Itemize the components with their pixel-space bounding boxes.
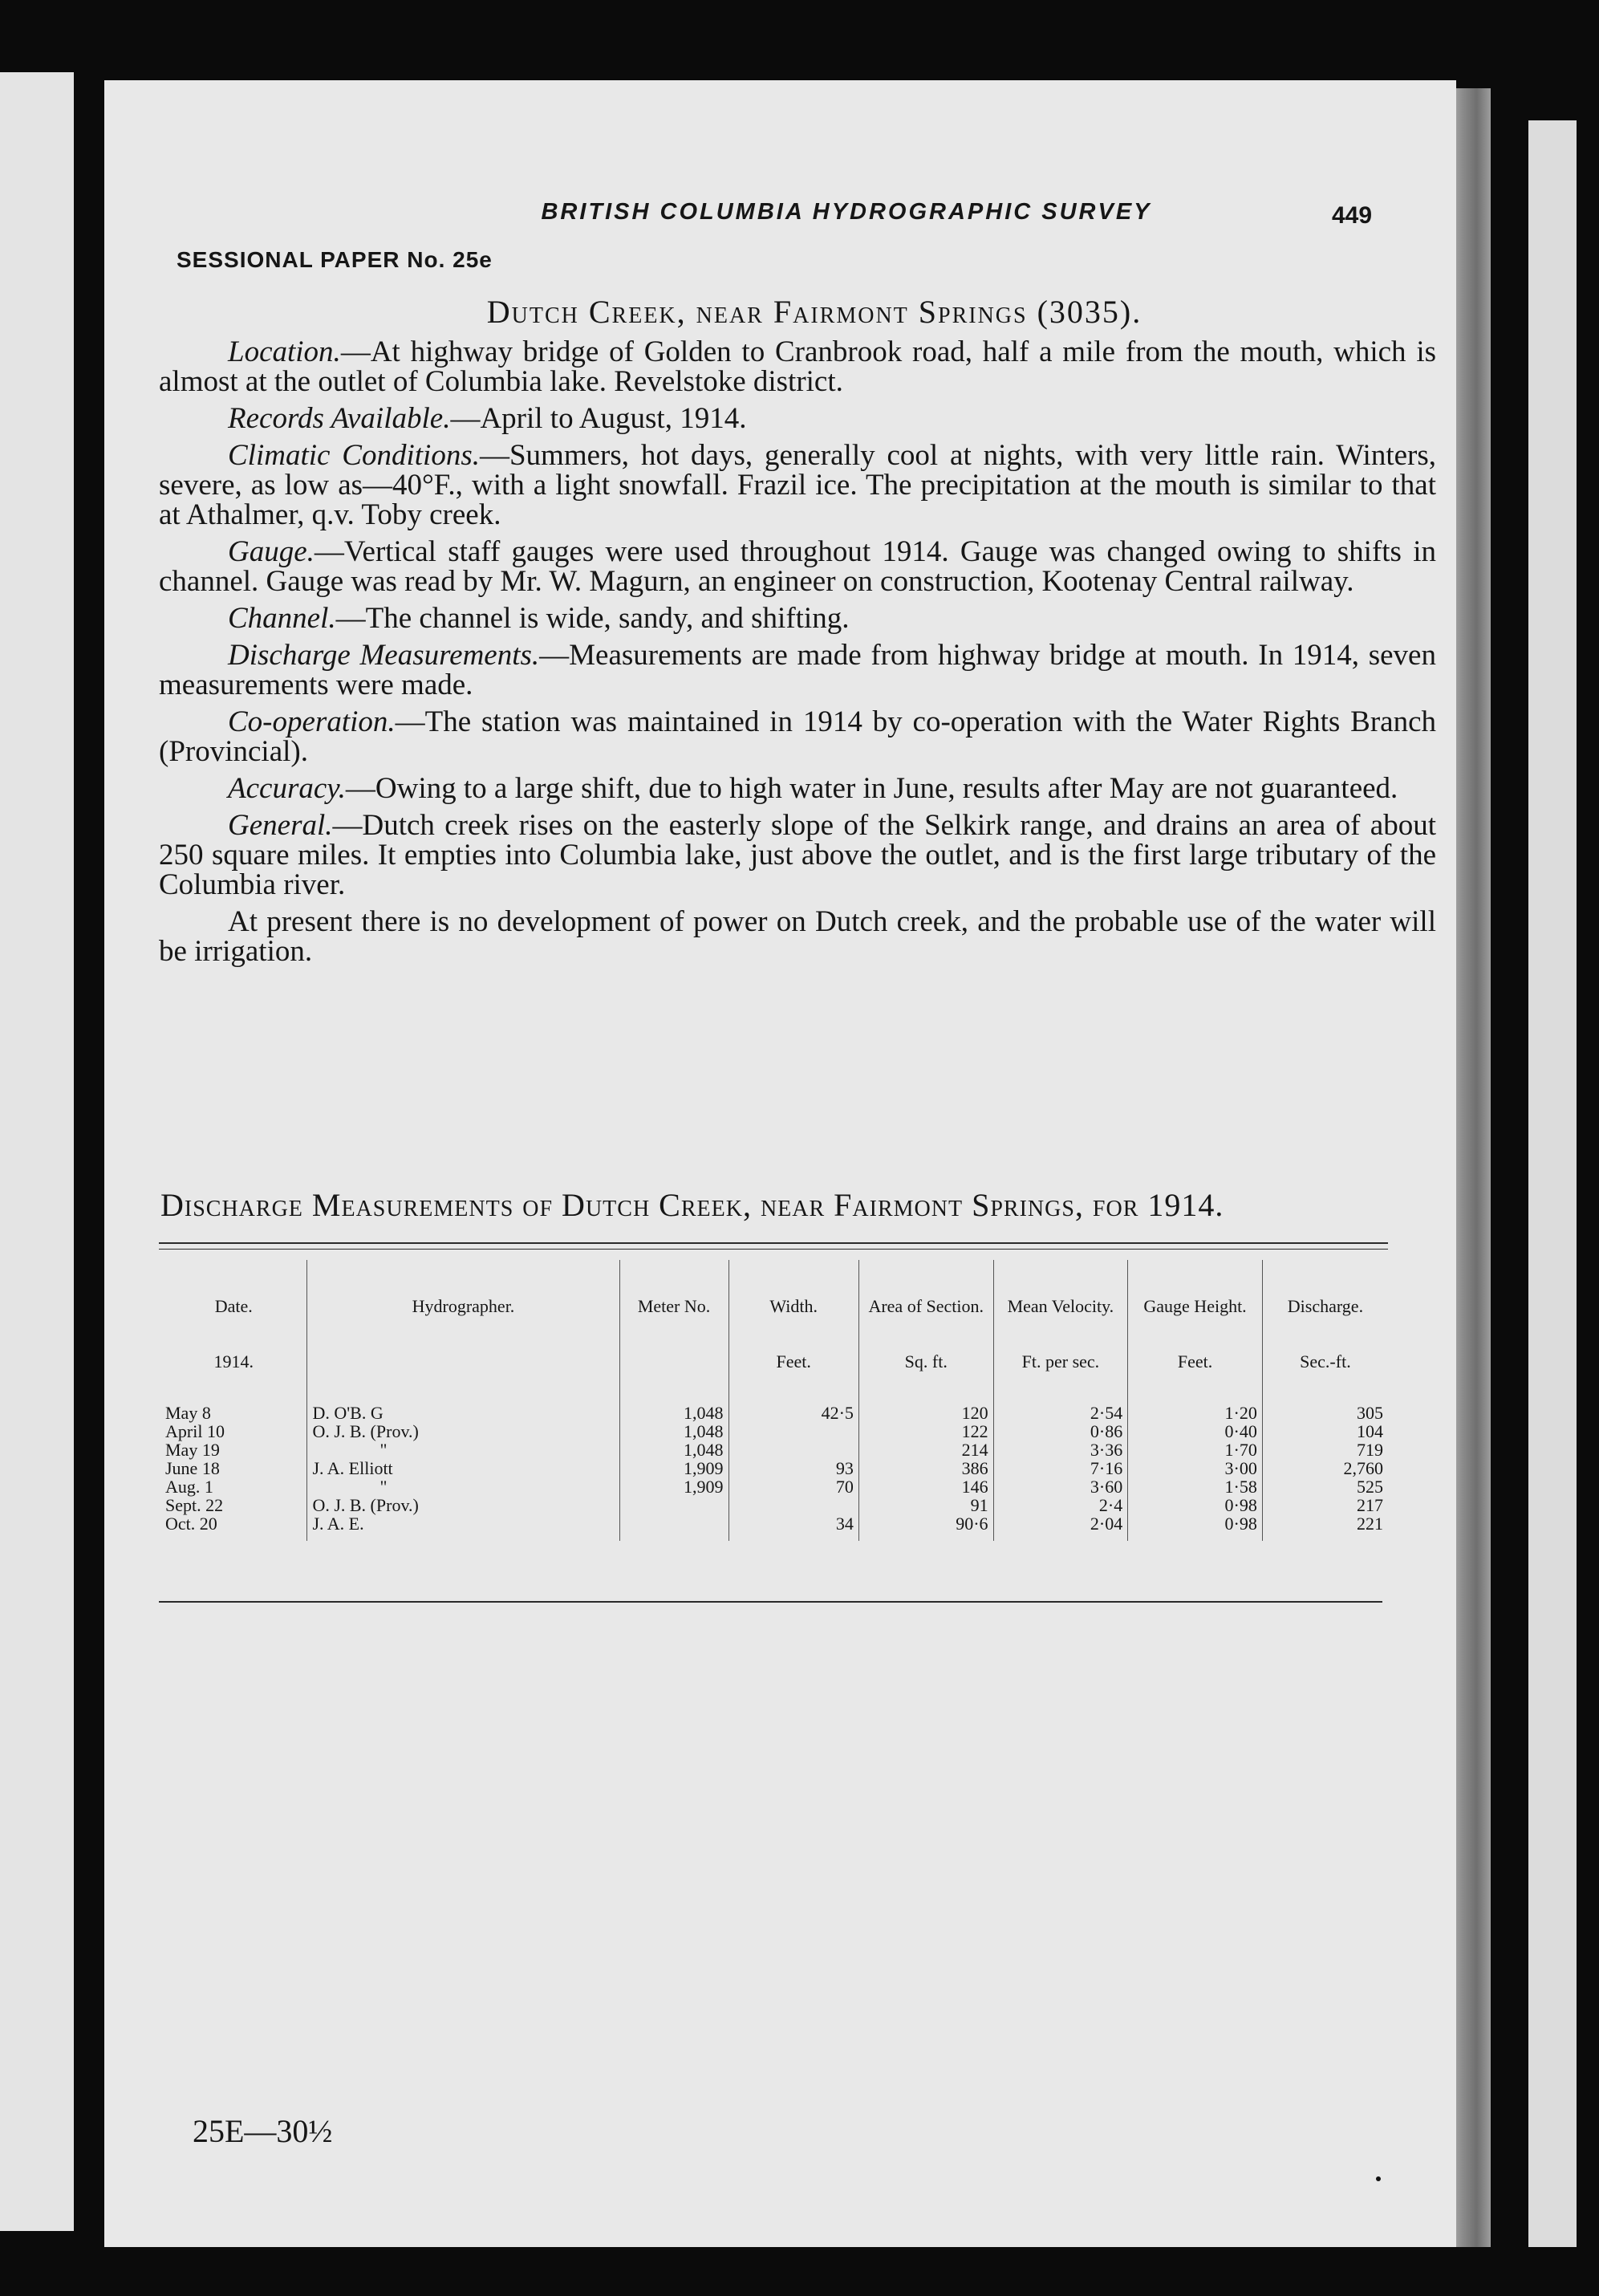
table-row: June 18 J. A. Elliott 1,909 93 386 7·16 3·00 2,760 — [160, 1459, 1388, 1477]
table-top-rule — [159, 1242, 1388, 1244]
paragraph-development: At present there is no development of power on Dutch creek, and the probable use of the water will be irrigation. — [159, 905, 1436, 968]
paragraph-location: Location.—At highway bridge of Golden to Cranbrook road, half a mile from the mouth, which is almost at the outlet of Columbia lake. Revelstoke district. — [159, 335, 1436, 398]
signature-mark: 25E—30½ — [193, 2113, 333, 2149]
paragraph-records: Records Available.—April to August, 1914. — [228, 402, 747, 435]
table-row: April 10 O. J. B. (Prov.) 1,048 122 0·86 0·40 104 — [160, 1422, 1388, 1441]
table-row: May 19 " 1,048 214 3·36 1·70 719 — [160, 1441, 1388, 1459]
paragraph-general: General.—Dutch creek rises on the easterly slope of the Selkirk range, and drains an area of about 250 square miles. It empties into Columbia lake, just above the outlet, and is the first large tributary of the Columbia river. — [159, 809, 1436, 901]
col-area: Area of Section. — [858, 1260, 993, 1352]
table-body — [160, 1352, 1388, 1541]
paragraph-cooperation: Co-operation.—The station was maintained in 1914 by co-operation with the Water Rights Branch (Provincial). — [159, 705, 1436, 768]
col-meter-no: Meter No. — [619, 1260, 728, 1352]
table-bottom-rule — [159, 1601, 1382, 1603]
table-title: Discharge Measurements of Dutch Creek, near Fairmont Springs, for 1914. — [160, 1187, 1224, 1223]
col-width: Width. — [728, 1260, 858, 1352]
paragraph-climatic: Climatic Conditions.—Summers, hot days, generally cool at nights, with very little rain. Winters, severe, as low as—40°F., with a light snowfall. Frazil ice. The precipitation at the mouth is similar to that at Athalmer, q.v. Toby creek. — [159, 439, 1437, 531]
table-row: May 8 D. O'B. G 1,048 42·5 120 2·54 1·20 305 — [160, 1404, 1388, 1422]
col-hydrographer: Hydrographer. — [307, 1260, 619, 1352]
col-velocity: Mean Velocity. — [993, 1260, 1128, 1352]
paragraph-channel: Channel.—The channel is wide, sandy, and shifting. — [228, 602, 850, 635]
page-speck — [1376, 2176, 1381, 2181]
table-header-row — [160, 1260, 1388, 1352]
sessional-paper-label: SESSIONAL PAPER No. 25e — [177, 247, 493, 272]
col-gauge-height: Gauge Height. — [1128, 1260, 1263, 1352]
paragraph-accuracy: Accuracy.—Owing to a large shift, due to high water in June, results after May are not guaranteed. — [228, 772, 1398, 805]
table-row: Oct. 20 J. A. E. 34 90·6 2·04 0·98 221 — [160, 1514, 1388, 1541]
document-page — [104, 80, 1456, 2247]
table-row: Sept. 22 O. J. B. (Prov.) 91 2·4 0·98 217 — [160, 1496, 1388, 1514]
paragraph-gauge: Gauge.—Vertical staff gauges were used throughout 1914. Gauge was changed owing to shifts in channel. Gauge was read by Mr. W. Magurn, an engineer on construction, Kootenay Central railway. — [159, 535, 1436, 598]
paragraph-discharge: Discharge Measurements.—Measurements are made from highway bridge at mouth. In 1914, seven measurements were made. — [159, 639, 1436, 701]
running-title: BRITISH COLUMBIA HYDROGRAPHIC SURVEY — [541, 199, 1152, 225]
table-units-row: 1914. Feet. Sq. ft. Ft. per sec. Feet. Sec.-ft. — [160, 1352, 1388, 1404]
table-row: Aug. 1 " 1,909 70 146 3·60 1·58 525 — [160, 1477, 1388, 1496]
body-text — [159, 337, 1436, 973]
adjacent-page-right — [1528, 120, 1577, 2247]
section-title: Dutch Creek, near Fairmont Springs (3035). — [486, 294, 1142, 330]
table-top-rule-thin — [159, 1249, 1388, 1250]
col-discharge: Discharge. — [1287, 1295, 1364, 1316]
page-number: 449 — [1332, 202, 1373, 229]
adjacent-page-left — [0, 72, 74, 2231]
discharge-measurements-table — [160, 1260, 1388, 1541]
col-date: Date. — [160, 1260, 307, 1352]
